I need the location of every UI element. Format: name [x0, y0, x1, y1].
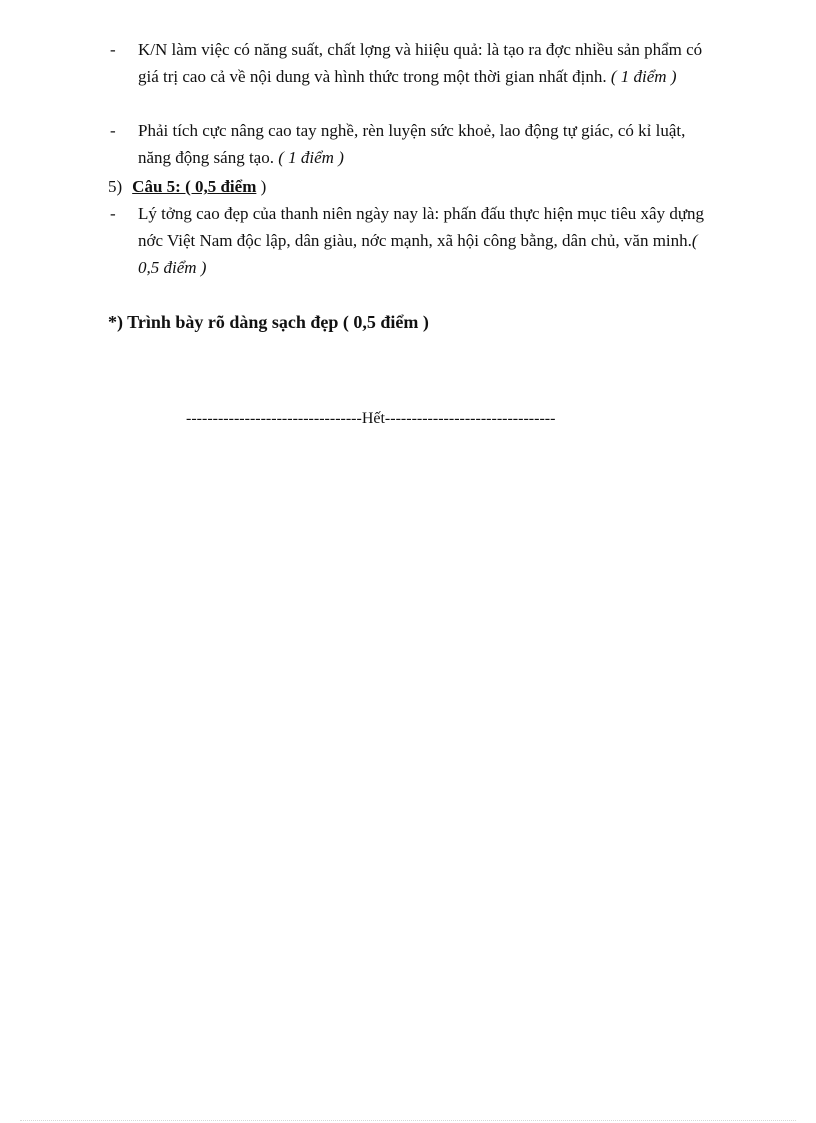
score-note: ( 1 điểm ): [610, 67, 677, 86]
end-marker: ---------------------------------Hết--------------------------------: [186, 410, 556, 427]
bullet-dash: -: [110, 40, 116, 59]
question-heading: [108, 173, 266, 200]
presentation-note: *) Trình bày rõ dàng sạch đẹp ( 0,5 điểm ): [108, 312, 429, 332]
list-item-text: [138, 200, 710, 281]
item-body: K/N làm việc có năng suất, chất lợng và hiiệu quả: là tạo ra đợc nhiều sản phẩm có giá trị cao cả về nội dung và hình thức trong một thời gian nhất định.: [138, 40, 703, 86]
bullet-dash: -: [110, 121, 116, 140]
item-body: Lý tởng cao đẹp của thanh niên ngày nay là: phấn đấu thực hiện mục tiêu xây dựng nớc Việt Nam độc lập, dân giàu, nớc mạnh, xã hội công bằng, dân chủ, văn minh.: [138, 204, 705, 250]
list-item: [110, 200, 710, 281]
page-bottom-border: [20, 1120, 796, 1121]
item-body: Phải tích cực nâng cao tay nghề, rèn luyện sức khoẻ, lao động tự giác, có kỉ luật, năng động sáng tạo.: [138, 121, 686, 167]
score-note: ( 1 điểm ): [278, 148, 344, 167]
question-title-closing: ): [256, 177, 267, 196]
list-item-text: [138, 36, 710, 90]
question-number: 5): [108, 177, 123, 196]
list-item: [110, 36, 710, 90]
bullet-dash: -: [110, 204, 116, 223]
list-item: [110, 117, 710, 171]
score-note: ( 0,5 điểm ): [138, 231, 698, 277]
question-title: Câu 5: ( 0,5 điểm: [132, 177, 257, 196]
list-item-text: [138, 117, 710, 171]
